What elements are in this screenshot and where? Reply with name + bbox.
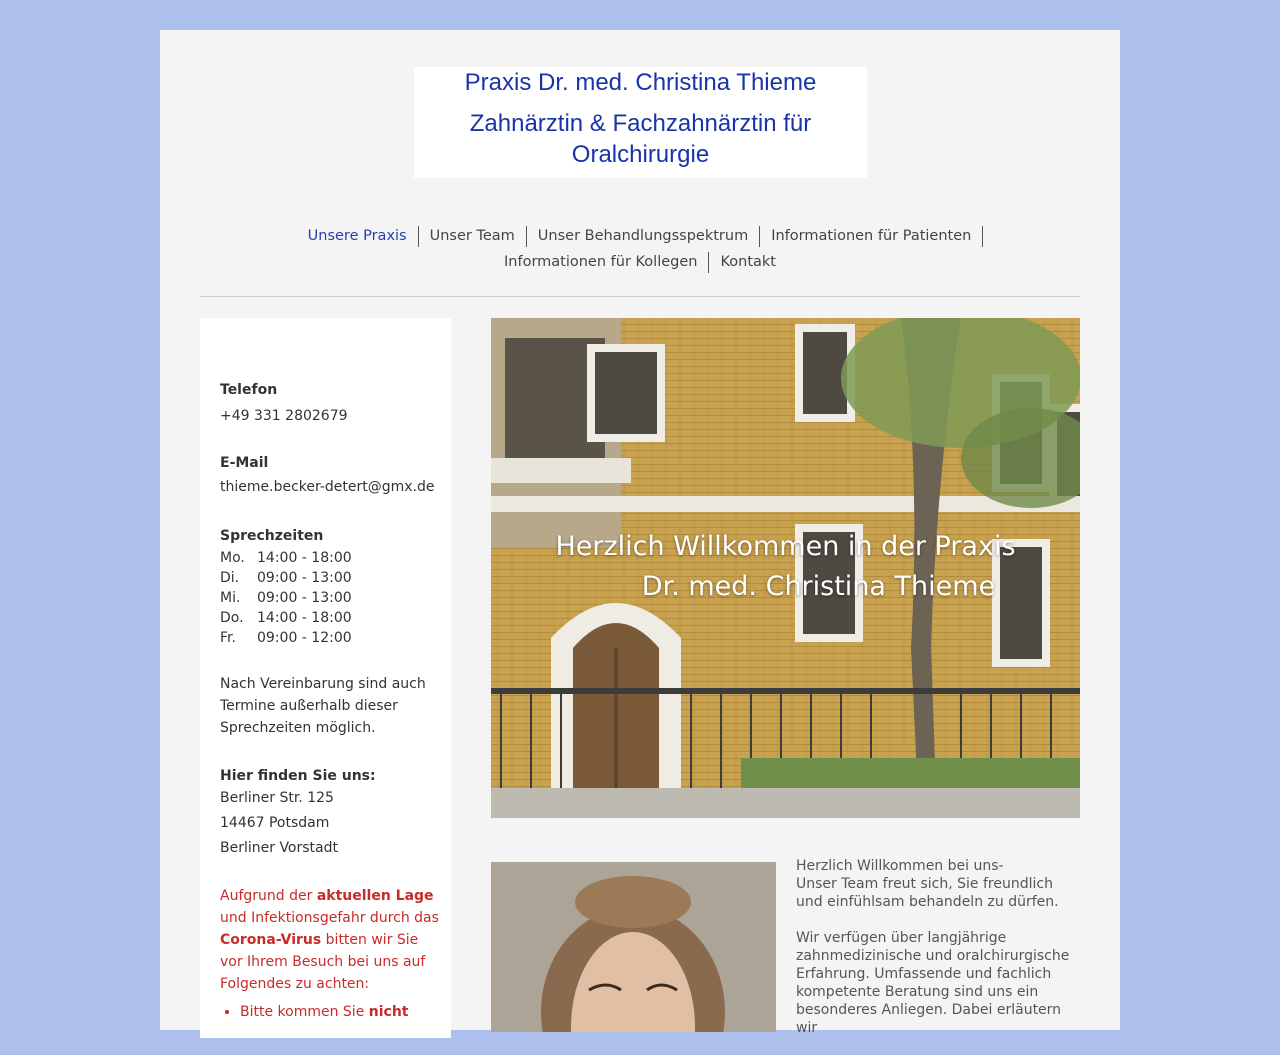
- address-city: 14467 Potsdam: [220, 815, 330, 831]
- hours-time: 14:00 - 18:00: [257, 610, 352, 626]
- corona-text-2: und Infektionsgefahr durch das: [220, 910, 439, 926]
- hours-row: [220, 628, 445, 648]
- hours-time: 09:00 - 13:00: [257, 590, 352, 606]
- hours-day: Di.: [220, 570, 240, 586]
- hero-title-line2: Dr. med. Christina Thieme: [641, 571, 996, 602]
- corona-notice: [220, 885, 445, 1023]
- phone-number[interactable]: +49 331 2802679: [220, 408, 348, 424]
- opening-hours: [220, 548, 445, 648]
- intro-greeting: Herzlich Willkommen bei uns-: [796, 858, 1004, 874]
- doctor-portrait: [491, 862, 776, 1032]
- corona-rule-highlight: nicht: [368, 1004, 409, 1020]
- logo-title: Praxis Dr. med. Christina Thieme: [464, 69, 817, 96]
- main-navigation: [200, 224, 1080, 276]
- intro-team-text: Unser Team freut sich, Sie freundlich und einfühlsam behandeln zu dürfen.: [796, 876, 1059, 910]
- nav-item-unser-team[interactable]: Unser Team: [419, 226, 527, 247]
- logo-subtitle-line2: Oralchirurgie: [571, 141, 710, 168]
- corona-text-1: Aufgrund der: [220, 888, 317, 904]
- intro-experience: Wir verfügen über langjährige zahnmedizinische und oralchirurgische Erfahrung. Umfassende und fachlich kompetente Beratung sind uns ein besonderes Anliegen. Dabei erläutern wir: [796, 930, 1070, 1036]
- hero-image: [491, 318, 1080, 818]
- hero-title-line1: Herzlich Willkommen in der Praxis: [555, 531, 1016, 562]
- hours-day: Mi.: [220, 590, 241, 606]
- intro-paragraph: [796, 857, 1082, 911]
- appointment-note: Nach Vereinbarung sind auch Termine außerhalb dieser Sprechzeiten möglich.: [220, 676, 426, 736]
- corona-highlight-2: Corona-Virus: [220, 932, 322, 948]
- hours-row: [220, 548, 445, 568]
- portrait-photo: [491, 862, 776, 1032]
- page-container: [160, 30, 1120, 1036]
- logo-subtitle: [414, 108, 867, 170]
- address-label: Hier finden Sie uns:: [220, 768, 376, 784]
- intro-text: [796, 857, 1082, 1055]
- hours-time: 14:00 - 18:00: [257, 550, 352, 566]
- nav-item-patienten[interactable]: Informationen für Patienten: [760, 226, 983, 247]
- nav-item-kollegen[interactable]: Informationen für Kollegen: [493, 252, 709, 273]
- corona-rules-list: [220, 1001, 445, 1023]
- nav-item-behandlungsspektrum[interactable]: Unser Behandlungsspektrum: [527, 226, 760, 247]
- address-street: Berliner Str. 125: [220, 790, 334, 806]
- logo-subtitle-line1: Zahnärztin & Fachzahnärztin für: [469, 110, 812, 137]
- corona-rule-item: [240, 1001, 445, 1023]
- hours-time: 09:00 - 12:00: [257, 630, 352, 646]
- corona-highlight-1: aktuellen Lage: [316, 888, 434, 904]
- hours-day: Fr.: [220, 630, 236, 646]
- hero-title: [491, 527, 1080, 607]
- corona-rule-text: Bitte kommen Sie: [240, 1004, 369, 1020]
- hours-row: [220, 568, 445, 588]
- hours-label: Sprechzeiten: [220, 528, 324, 544]
- email-label: E-Mail: [220, 455, 269, 471]
- practice-logo[interactable]: [414, 67, 867, 178]
- nav-item-kontakt[interactable]: Kontakt: [720, 254, 776, 270]
- address-block: [220, 786, 445, 861]
- header-divider: [200, 296, 1080, 297]
- address-district: Berliner Vorstadt: [220, 840, 338, 856]
- contact-sidebar: [200, 318, 451, 1038]
- hours-day: Do.: [220, 610, 244, 626]
- hours-day: Mo.: [220, 550, 245, 566]
- corona-text-3: bitten wir Sie vor Ihrem Besuch bei uns auf Folgendes zu achten:: [220, 932, 426, 992]
- nav-item-unsere-praxis[interactable]: Unsere Praxis: [297, 226, 419, 247]
- hours-row: [220, 588, 445, 608]
- hours-time: 09:00 - 13:00: [257, 570, 352, 586]
- phone-label: Telefon: [220, 382, 278, 398]
- hours-row: [220, 608, 445, 628]
- email-address[interactable]: thieme.becker-detert@gmx.de: [220, 479, 435, 495]
